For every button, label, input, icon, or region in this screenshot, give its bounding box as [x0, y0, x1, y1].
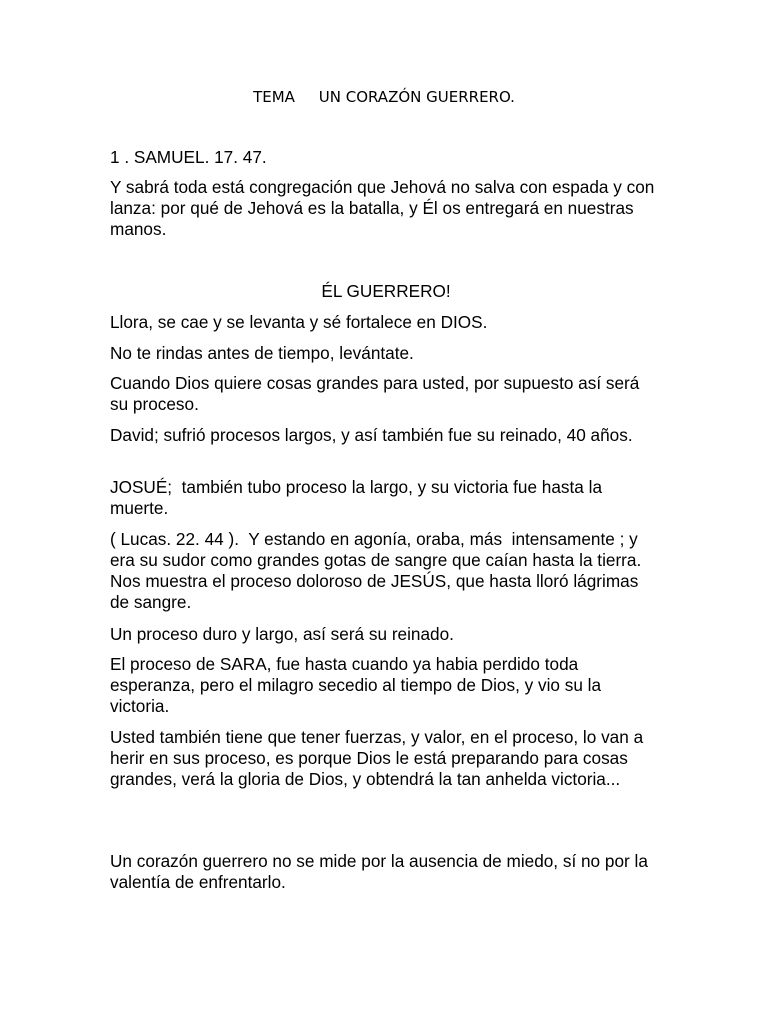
paragraph: Llora, se cae y se levanta y sé fortalece en DIOS.	[110, 312, 488, 332]
document-title: TEMA UN CORAZÓN GUERRERO.	[253, 88, 515, 106]
paragraph: El proceso de SARA, fue hasta cuando ya habia perdido toda esperanza, pero el milagro secedio al tiempo de Dios, y vio su la victoria.	[110, 654, 606, 716]
paragraph: No te rindas antes de tiempo, levántate.	[110, 343, 414, 363]
paragraph: Usted también tiene que tener fuerzas, y valor, en el proceso, lo van a herir en sus proceso, es porque Dios le está preparando para cosas grandes, verá la gloria de Dios, y obtendrá la tan anhelda victoria...	[110, 727, 648, 789]
scripture-verse: Y sabrá toda está congregación que Jehová no salva con espada y con lanza: por qué de Jehová es la batalla, y Él os entregará en nuestras manos.	[110, 177, 660, 239]
paragraph: David; sufrió procesos largos, y así también fue su reinado, 40 años.	[110, 425, 633, 445]
section-heading: ÉL GUERRERO!	[321, 281, 451, 301]
scripture-reference: 1 . SAMUEL. 17. 47.	[110, 147, 267, 167]
closing-statement: Un corazón guerrero no se mide por la ausencia de miedo, sí no por la valentía de enfrentarlo.	[110, 851, 653, 892]
paragraph: Cuando Dios quiere cosas grandes para usted, por supuesto así será su proceso.	[110, 373, 645, 414]
paragraph: Un proceso duro y largo, así será su reinado.	[110, 624, 454, 644]
paragraph: ( Lucas. 22. 44 ). Y estando en agonía, oraba, más intensamente ; y era su sudor como grandes gotas de sangre que caían hasta la tierra. Nos muestra el proceso doloroso de JESÚS, que hasta lloró lágrimas de sangre.	[110, 529, 694, 612]
paragraph: JOSUÉ; también tubo proceso la largo, y su victoria fue hasta la muerte.	[110, 477, 607, 518]
